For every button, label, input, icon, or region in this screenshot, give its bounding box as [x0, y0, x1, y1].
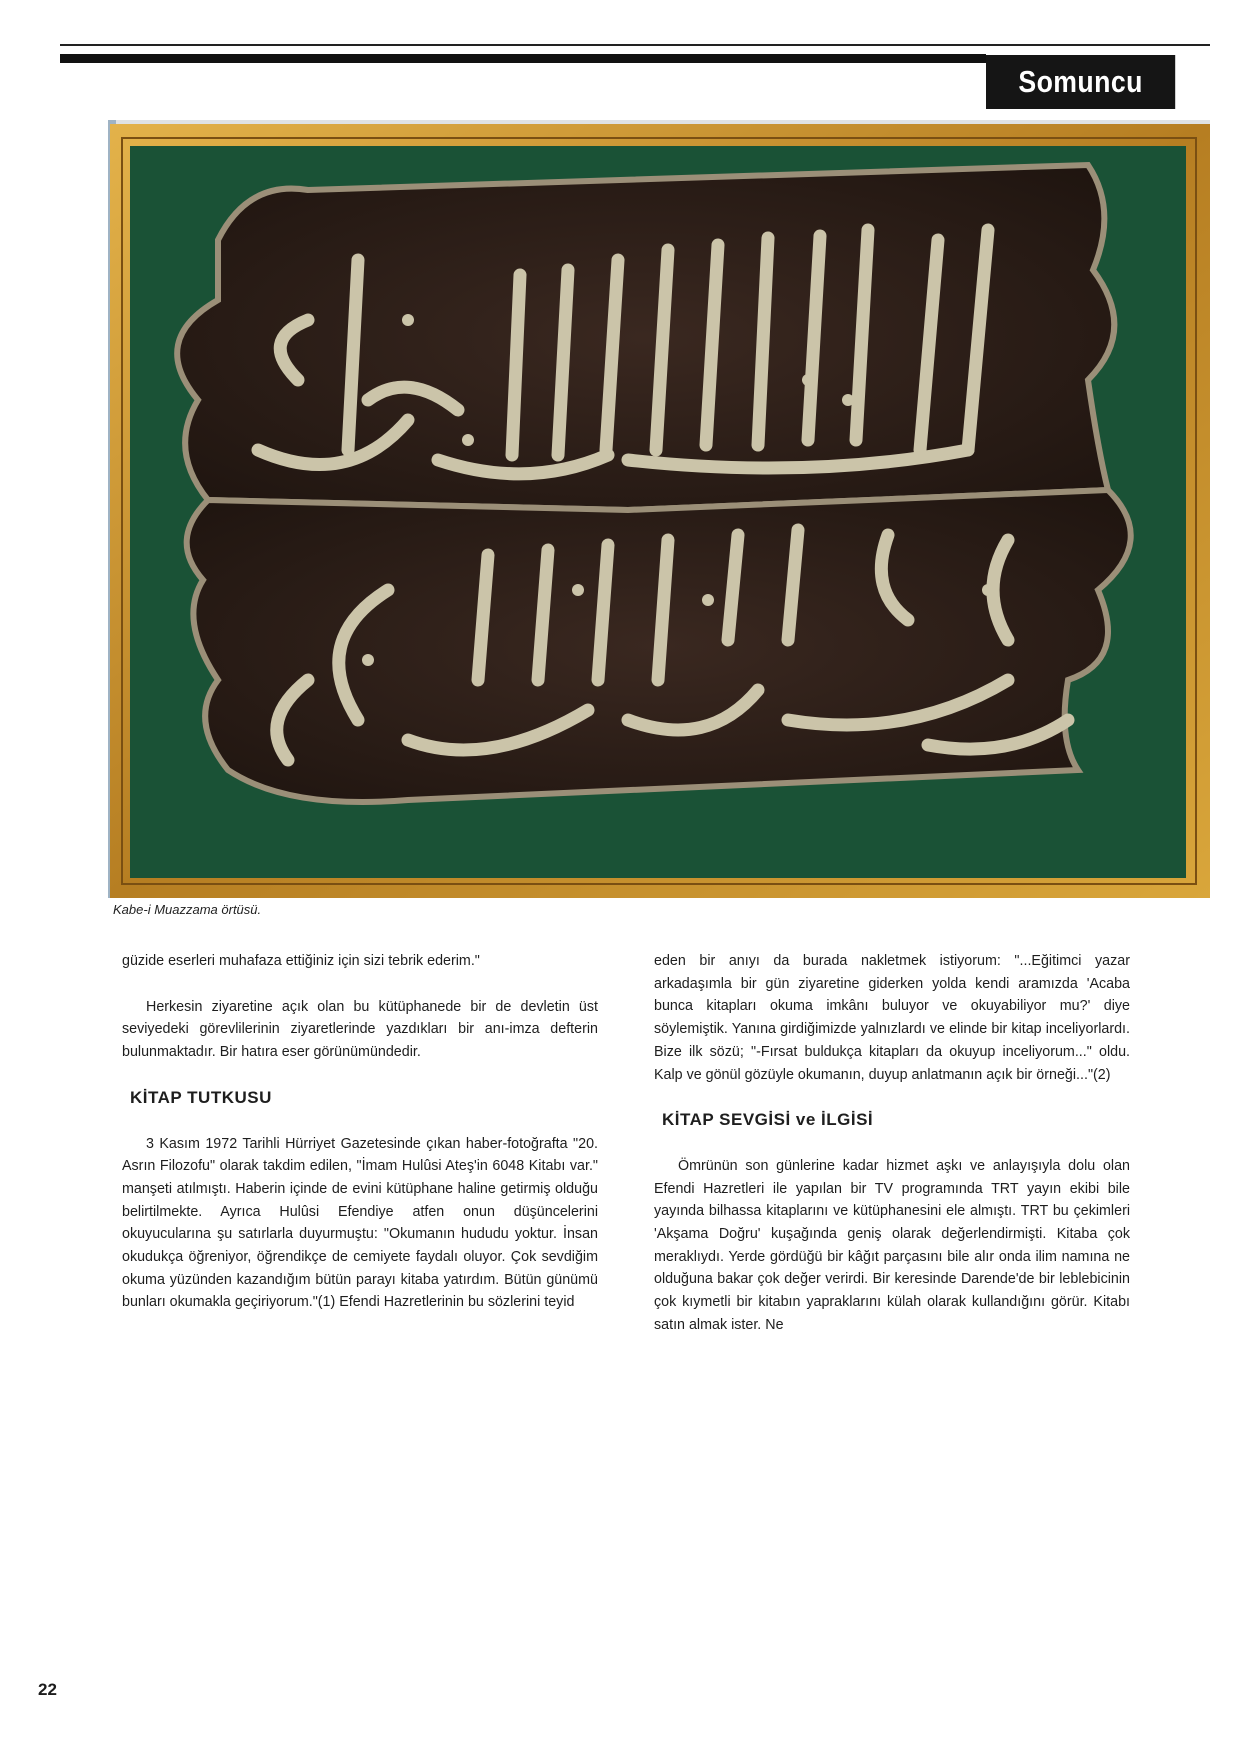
page-number: 22 — [38, 1680, 57, 1699]
header-rule-thick — [60, 54, 986, 63]
kaaba-cover-photo — [108, 120, 1210, 898]
photo-caption: Kabe-i Muazzama örtüsü. — [113, 902, 262, 917]
right-paragraph-2: Ömrünün son günlerine kadar hizmet aşkı ve anlayışıyla dolu olan Efendi Hazretleri ile yapılan bir TV programında TRT yayın ekibi bile yayında bilhassa kitaplarını ve kütüphanesini ele almıştı. TRT bu çekimleri 'Akşama Doğru' kuşağında geniş olarak değerlendirmişti. Kitaba çok meraklıydı. Yerde gördüğü bir kâğıt parçasını bile alır onda ilim namına ne olduğuna bakar çok değer verirdi. Bir keresinde Darende'de bir leblebicinin çok kıymetli bir kitabın yapraklarını külah olarak kullandığını görür. Kitabı satın almak ister. Ne — [654, 1157, 1130, 1333]
right-paragraph-1: eden bir anıyı da burada nakletmek istiyorum: "...Eğitimci yazar arkadaşımla bir gün ziyaretine giderken yolda kendi aramızda 'Acaba bunca kitapları okuma imkânı buluyor ve okuyabiliyor mu?' diye söylemiştik. Yanına girdiğimizde yalnızlardı ve elinde bir kitap inceliyorlardı. Bize ilk sözü; "-Fırsat buldukça kitapları da okuyup inceliyorum..." oldu. Kalp ve gönül gözüyle okumanın, duyup anlatmanın açık bir örneği..."(2) — [654, 953, 1130, 1083]
header-rule-thin — [60, 44, 1210, 46]
section-heading-kitap-sevgisi: KİTAP SEVGİSİ ve İLGİSİ — [662, 1110, 874, 1130]
section-heading-kitap-tutkusu: KİTAP TUTKUSU — [130, 1087, 272, 1107]
left-column — [122, 950, 598, 1337]
right-column — [654, 950, 1130, 1360]
left-paragraph-1: güzide eserleri muhafaza ettiğiniz için sizi tebrik ederim." — [122, 953, 480, 969]
magazine-brand: Somuncu — [986, 55, 1175, 109]
left-paragraph-3: 3 Kasım 1972 Tarihli Hürriyet Gazetesinde çıkan haber-fotoğrafta "20. Asrın Filozofu" olarak takdim edilen, "İmam Hulûsi Ateş'in 6048 Kitabı var." manşeti atılmıştı. Haberin içinde de evini kütüphane haline getirmiş olduğu belirtilmekte. Ayrıca Hulûsi Efendiye atfen onun düşüncelerini okuyucularına şu satırlarla duyurmuştu: "Okumanın hududu yoktur. İnsan okudukça öğreniyor, öğrendikçe de cemiyete faydalı oluyor. Çok sevdiğim okuma yüzünden kazandığım bütün parayı kitaba yatırdım. Bütün günümü bunları okumakla geçiriyorum."(1) Efendi Hazretlerinin bu sözlerini teyid — [122, 1135, 598, 1311]
left-paragraph-2: Herkesin ziyaretine açık olan bu kütüphanede bir de devletin üst seviyedeki görevlilerinin ziyaretlerinde yazdıkları bir anı-imza defterin bulunmaktadır. Bir hatıra eser görünümündedir. — [122, 998, 598, 1061]
